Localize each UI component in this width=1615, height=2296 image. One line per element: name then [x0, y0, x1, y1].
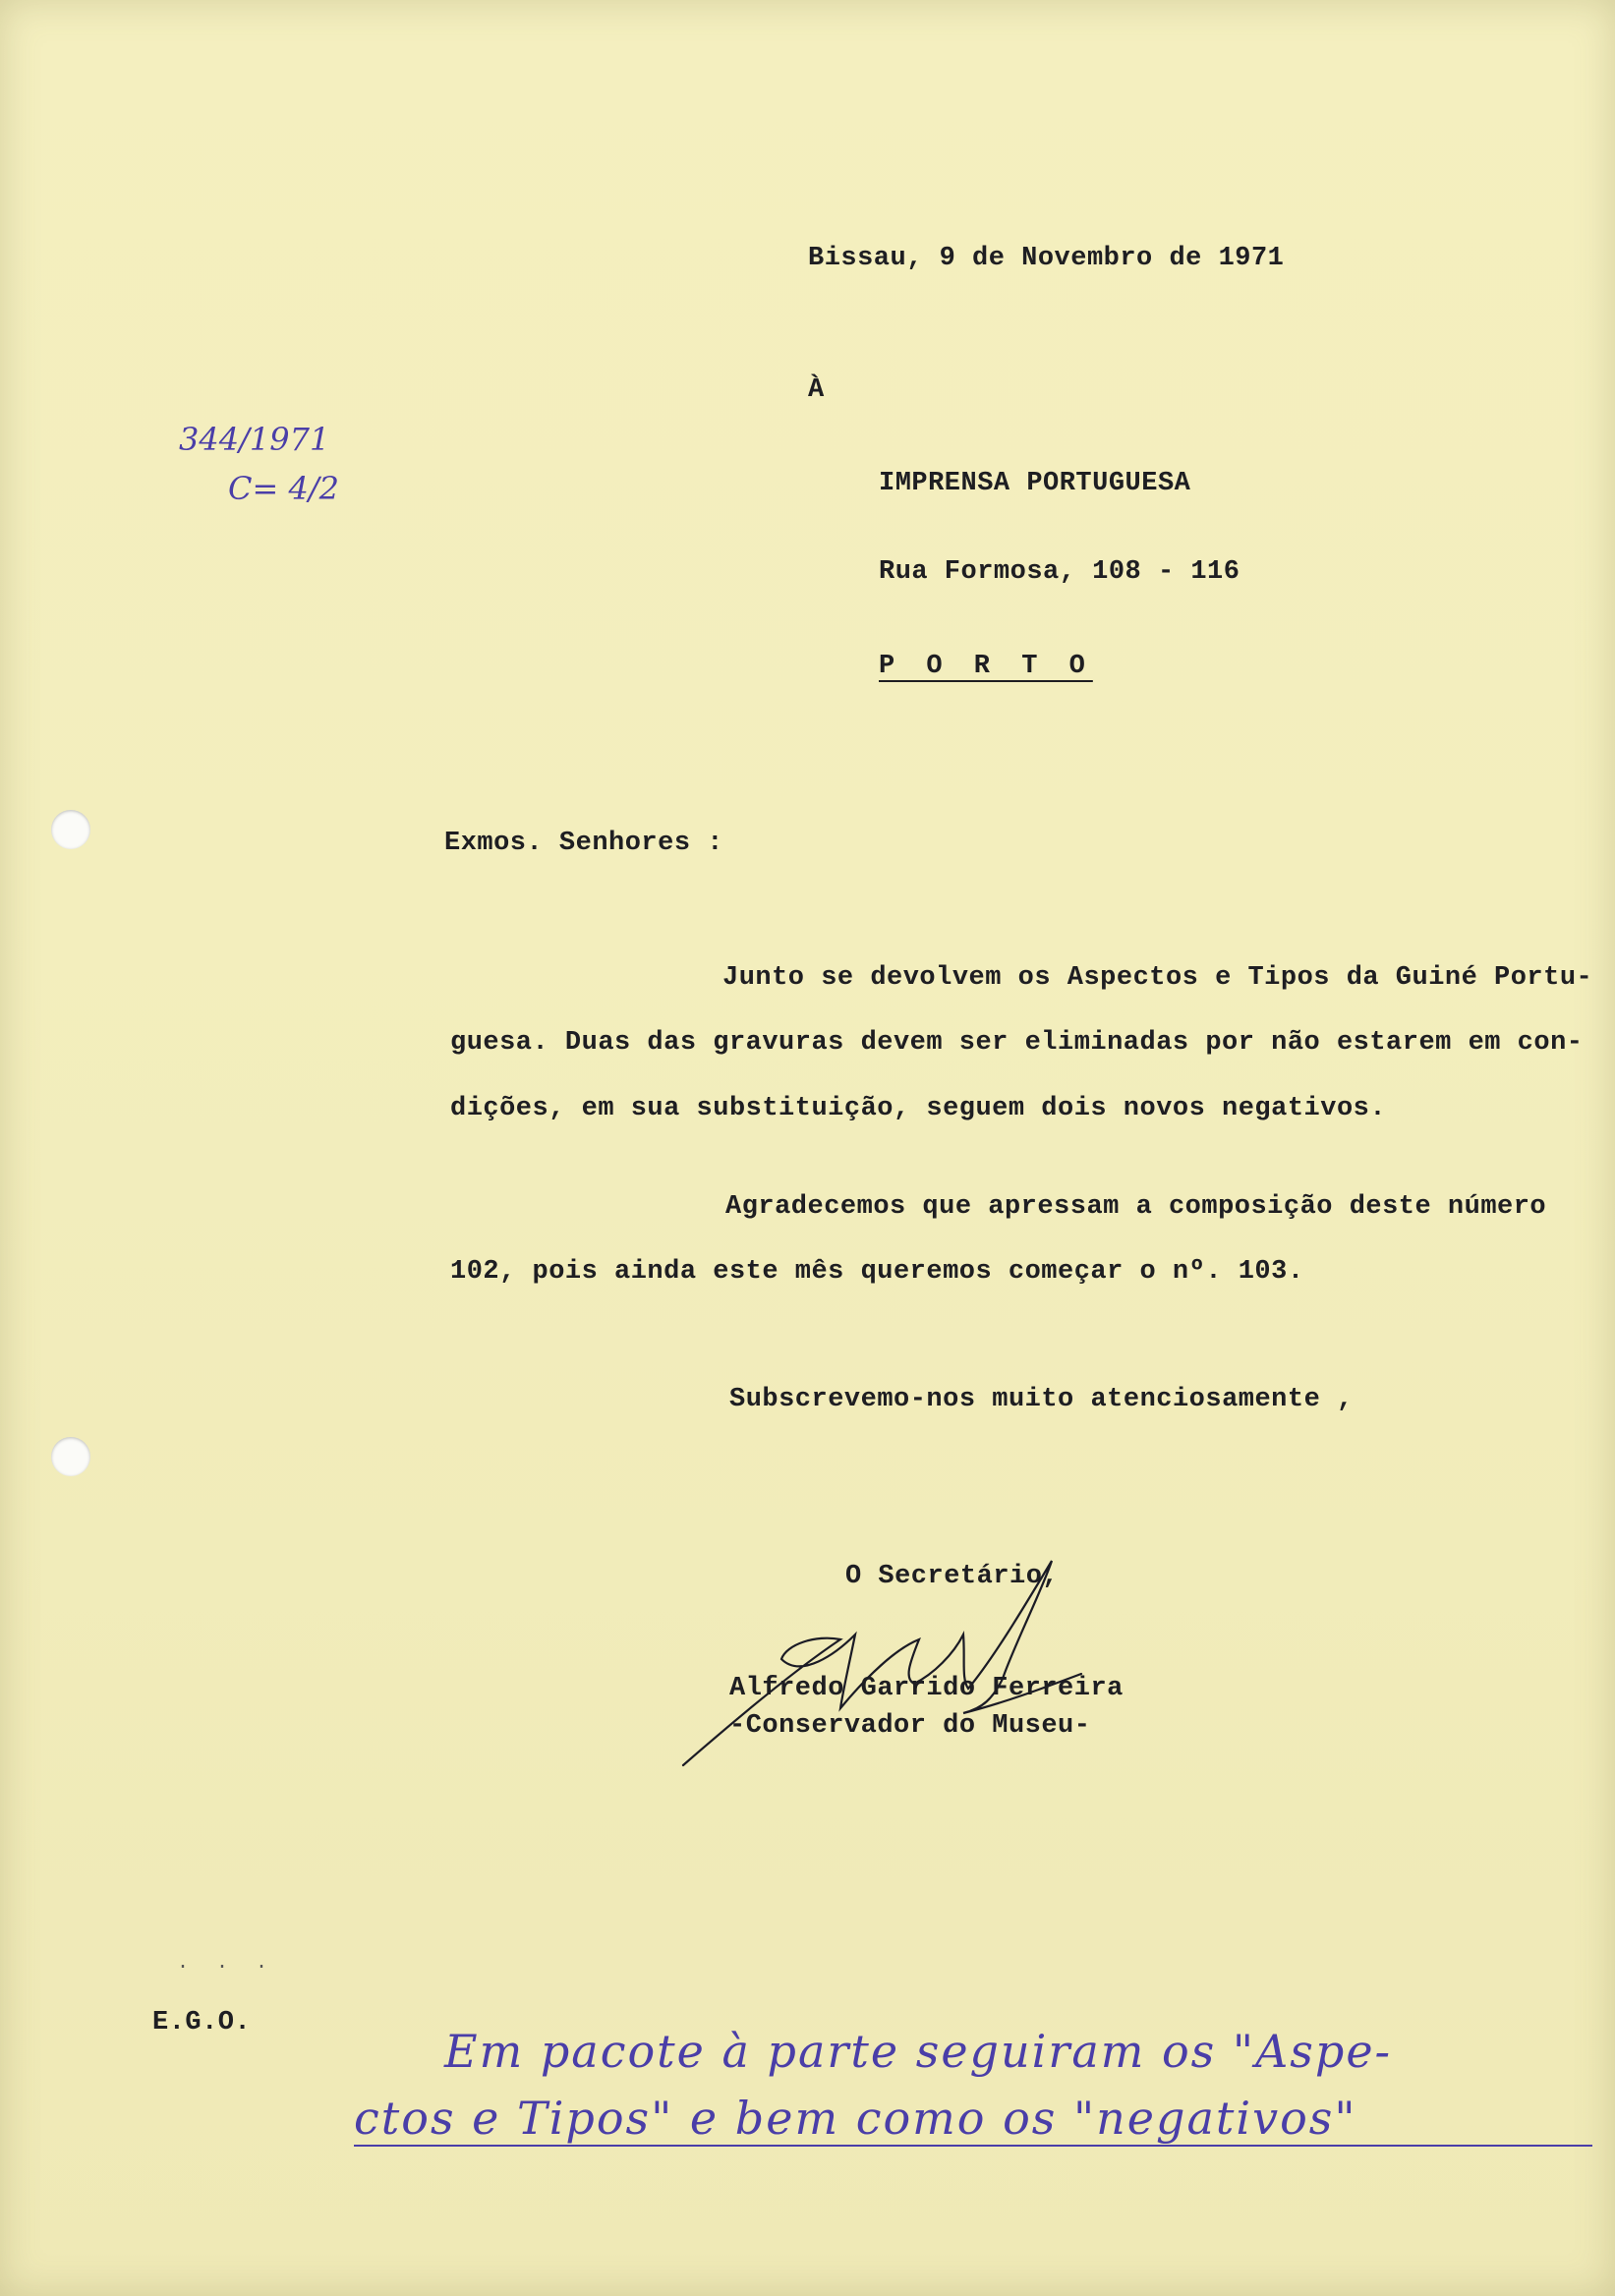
recipient-name: IMPRENSA PORTUGUESA: [879, 469, 1191, 498]
paragraph1-line3: dições, em sua substituição, seguem dois novos negativos.: [450, 1094, 1387, 1123]
initials: E.G.O.: [152, 2008, 252, 2038]
signatory-title: -Conservador do Museu-: [729, 1711, 1091, 1741]
paragraph1-line1: Junto se devolvem os Aspectos e Tipos da Guiné Portu-: [722, 963, 1593, 993]
to-marker: À: [808, 375, 825, 405]
recipient-city: P O R T O: [879, 652, 1093, 681]
punch-hole-top: [51, 810, 90, 849]
date-line: Bissau, 9 de Novembro de 1971: [808, 244, 1285, 273]
paragraph2-line1: Agradecemos que apressam a composição deste número: [725, 1192, 1547, 1222]
recipient-street: Rua Formosa, 108 - 116: [879, 557, 1240, 587]
paragraph2-line2: 102, pois ainda este mês queremos começar o nº. 103.: [450, 1257, 1304, 1287]
signature-role: O Secretário,: [845, 1562, 1060, 1591]
reference-number: 344/1971: [179, 421, 330, 458]
handwritten-note-line1: Em pacote à parte seguiram os "Aspe-: [444, 2025, 1393, 2078]
footer-dots: · · ·: [177, 1956, 276, 1979]
handwritten-note-line2: ctos e Tipos" e bem como os "negativos": [354, 2092, 1592, 2147]
salutation: Exmos. Senhores :: [444, 829, 723, 858]
closing: Subscrevemo-nos muito atenciosamente ,: [729, 1385, 1354, 1414]
reference-code: C= 4/2: [228, 470, 339, 507]
signatory-name: Alfredo Garrido Ferreira: [729, 1674, 1124, 1703]
paragraph1-line2: guesa. Duas das gravuras devem ser eliminadas por não estarem em con-: [450, 1028, 1584, 1058]
punch-hole-bottom: [51, 1437, 90, 1476]
